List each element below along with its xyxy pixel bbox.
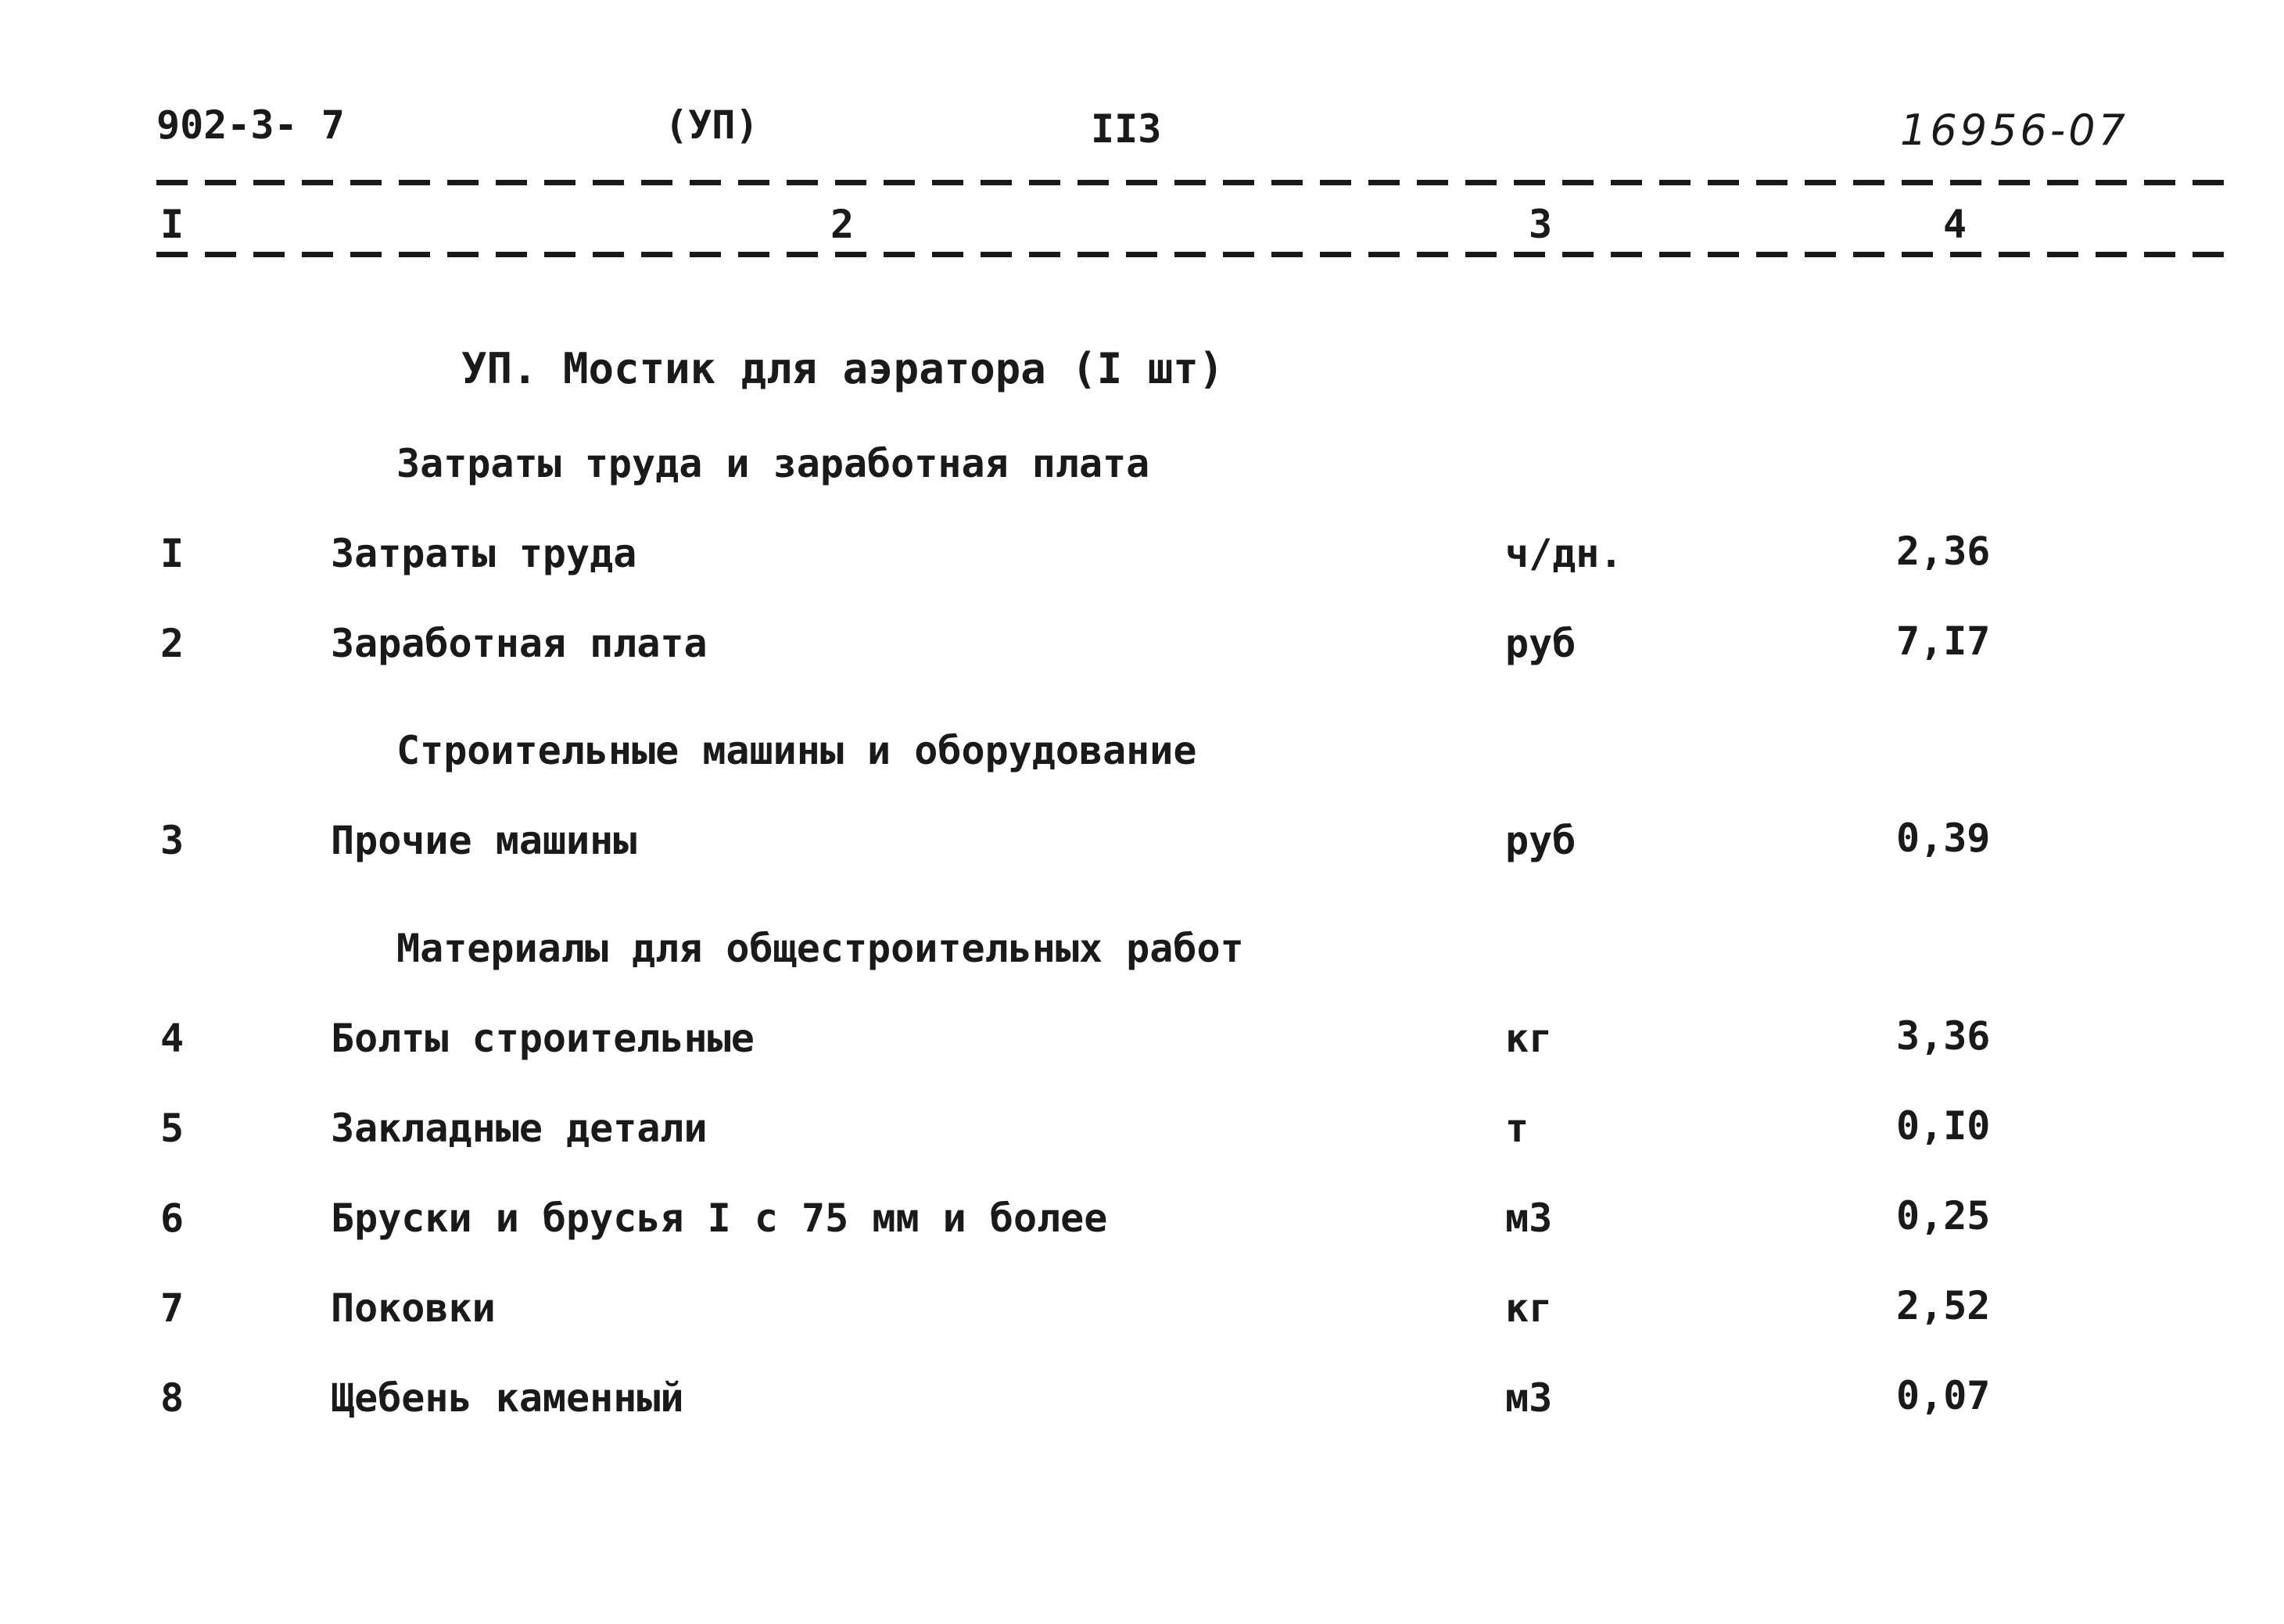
row-name: Заработная плата: [331, 621, 708, 666]
row-number: 6: [160, 1196, 185, 1241]
row-value: 0,I0: [1896, 1103, 1991, 1149]
row-unit: м3: [1505, 1375, 1553, 1421]
row-number: 4: [160, 1016, 185, 1061]
row-number: 5: [160, 1106, 185, 1151]
row-value: 2,52: [1896, 1283, 1991, 1328]
row-value: 7,I7: [1896, 618, 1991, 664]
row-name: Прочие машины: [331, 818, 637, 863]
row-unit: руб: [1505, 818, 1576, 863]
row-unit: руб: [1505, 621, 1576, 666]
column-number-2: 2: [830, 202, 855, 247]
row-number: 7: [160, 1285, 185, 1331]
row-name: Затраты труда: [331, 531, 637, 576]
row-value: 3,36: [1896, 1013, 1991, 1059]
row-unit: кг: [1505, 1285, 1553, 1331]
row-value: 0,07: [1896, 1373, 1991, 1418]
row-name: Щебень каменный: [331, 1375, 684, 1421]
row-name: Поковки: [331, 1285, 496, 1331]
page-number: II3: [1091, 106, 1162, 152]
column-number-4: 4: [1943, 202, 1967, 247]
header-divider-bottom: [156, 252, 2228, 257]
header-divider-top: [156, 180, 2228, 185]
row-number: 2: [160, 621, 185, 666]
row-value: 2,36: [1896, 529, 1991, 574]
column-number-3: 3: [1529, 202, 1553, 247]
document-title: УП. Мостик для аэратора (I шт): [461, 344, 1224, 393]
document-code: 902-3- 7: [156, 102, 345, 148]
row-unit: м3: [1505, 1196, 1553, 1241]
row-unit: т: [1505, 1106, 1529, 1151]
section-number: (УП): [665, 102, 759, 148]
stamp-number: 16956-07: [1900, 106, 2128, 155]
row-name: Закладные детали: [331, 1106, 708, 1151]
row-value: 0,25: [1896, 1193, 1991, 1239]
column-number-1: I: [160, 202, 185, 247]
row-number: I: [160, 531, 185, 576]
row-name: Бруски и брусья I с 75 мм и более: [331, 1196, 1108, 1241]
section-heading: Материалы для общестроительных работ: [396, 926, 1244, 971]
row-unit: кг: [1505, 1016, 1553, 1061]
row-unit: ч/дн.: [1505, 531, 1623, 576]
row-number: 3: [160, 818, 185, 863]
row-number: 8: [160, 1375, 185, 1421]
section-heading: Строительные машины и оборудование: [396, 728, 1197, 773]
row-value: 0,39: [1896, 816, 1991, 861]
section-heading: Затраты труда и заработная плата: [396, 441, 1150, 486]
row-name: Болты строительные: [331, 1016, 755, 1061]
